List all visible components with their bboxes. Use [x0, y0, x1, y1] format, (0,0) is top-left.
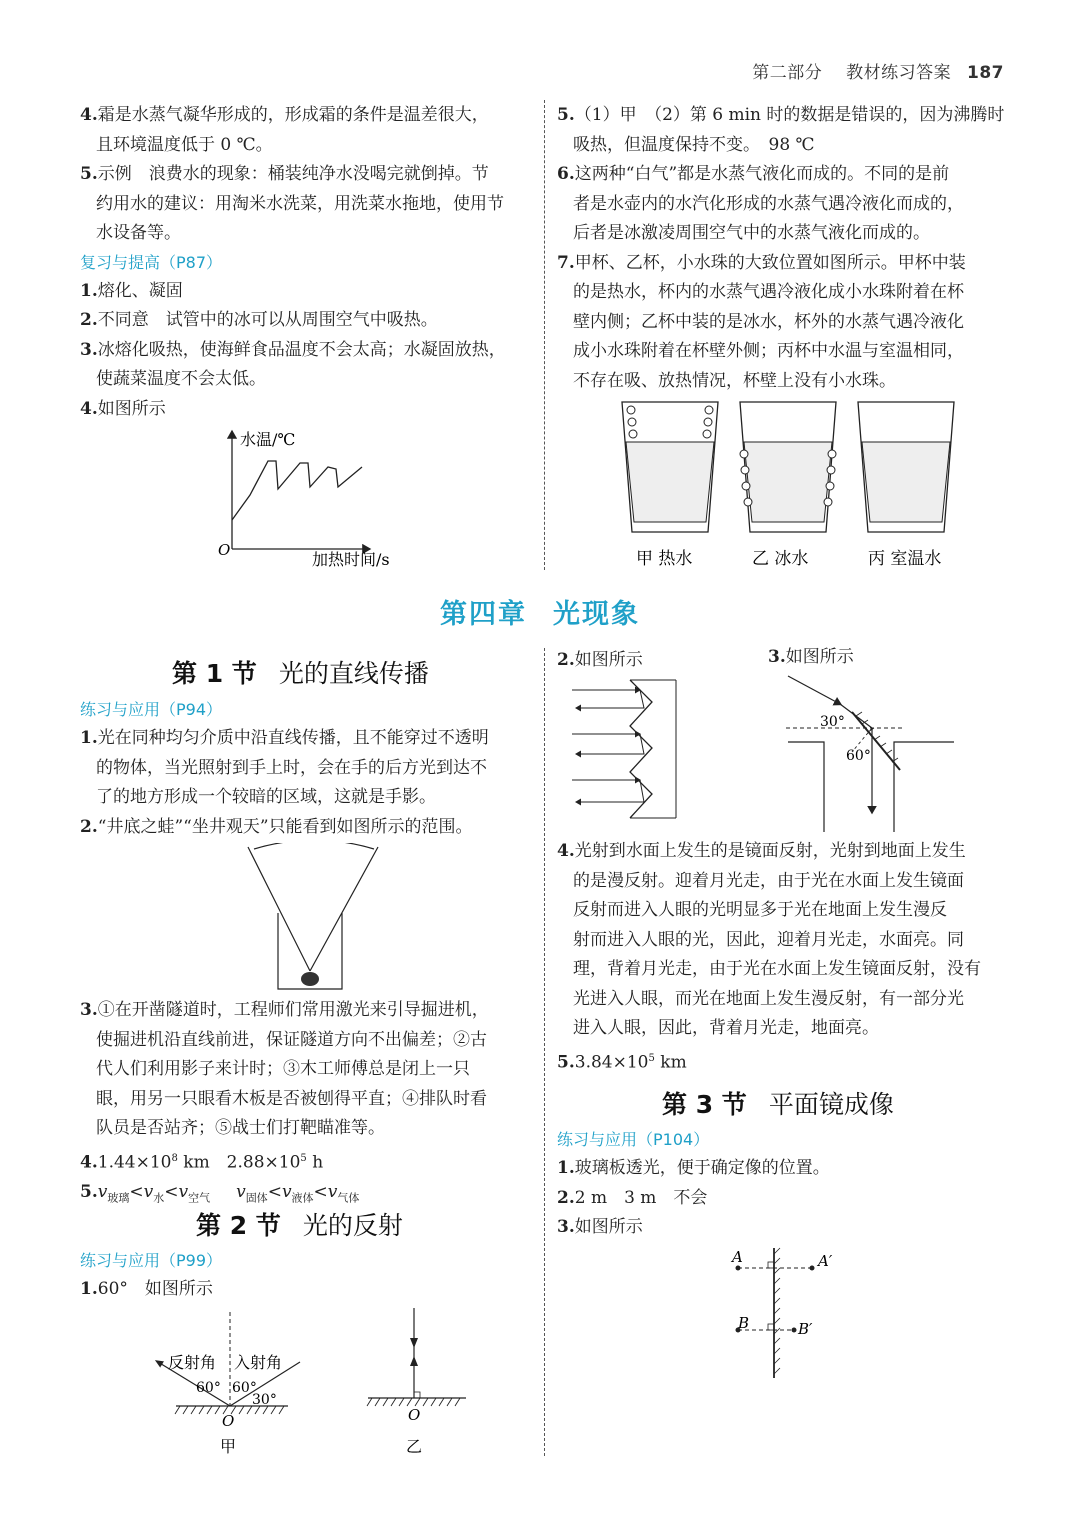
answer-text: 眼，用另一只眼看木板是否被刨得平直；④排队时看 — [96, 1088, 487, 1109]
sight-line-left — [248, 847, 310, 971]
mirror-angle-figure — [782, 672, 962, 834]
subscript: 玻璃 — [107, 1191, 130, 1205]
q-number: 2. — [80, 310, 98, 330]
reflection-figures — [150, 1306, 480, 1458]
answer-text: 60° 如图所示 — [97, 1279, 213, 1299]
answer-text: “井底之蛙”“坐井观天”只能看到如图所示的范围。 — [97, 816, 473, 837]
answer-text: 的物体，当光照射到手上时，会在手的后方光到达不 — [96, 757, 487, 778]
answer-text: 了的地方形成一个较暗的区域，这就是手影。 — [96, 787, 436, 807]
section-number: 第 1 节 — [172, 659, 257, 688]
q-number: 3. — [80, 1000, 98, 1020]
top-right-column — [557, 101, 1007, 396]
answer-text: 这两种“白气”都是水蒸气液化而成的。不同的是前 — [574, 164, 950, 184]
review-heading: 复习与提高（P87） — [80, 252, 223, 272]
frog-well-figure — [238, 843, 390, 993]
section1-body-2 — [80, 996, 532, 1213]
exponent: 5 — [648, 1052, 655, 1064]
q-number: 3. — [768, 647, 786, 667]
point-o: O — [222, 1412, 235, 1430]
subscript: 液体 — [291, 1191, 314, 1205]
answer-text: 示例 浪费水的现象：桶装纯净水没喝完就倒掉。节 — [97, 164, 489, 184]
answer-text: 如图所示 — [785, 647, 854, 667]
angle-label: 60° — [232, 1380, 257, 1396]
point-b-prime: B′ — [798, 1320, 813, 1338]
q-number: 1. — [80, 280, 98, 301]
chapter-name: 光现象 — [553, 599, 640, 630]
section-number: 第 3 节 — [662, 1090, 747, 1119]
q-number: 1. — [80, 728, 98, 748]
practice-heading: 练习与应用（P104） — [557, 1130, 710, 1149]
answer-text: 使蔬菜温度不会太低。 — [96, 369, 266, 389]
right-q2-label — [557, 646, 643, 676]
answer-text: 光射到水面上发生的是镜面反射，光射到地面上发生 — [574, 841, 966, 861]
answer-text: 玻璃板透光，便于确定像的位置。 — [574, 1158, 830, 1178]
angle-label: 60° — [196, 1380, 221, 1396]
exponent: 8 — [171, 1152, 178, 1164]
subscript: 固体 — [245, 1191, 268, 1205]
figure-jia — [158, 1312, 300, 1456]
cup-room-water — [858, 402, 954, 532]
corner-reflector-figure — [568, 678, 684, 828]
answer-text: 如图所示 — [574, 1217, 643, 1237]
q-number: 5. — [80, 1181, 98, 1202]
cups-figure — [610, 398, 970, 576]
top-left-column — [80, 101, 530, 424]
chapter-number: 第四章 — [440, 599, 527, 630]
practice-heading: 练习与应用（P99） — [80, 1251, 223, 1270]
column-divider-top — [544, 100, 545, 570]
answer-text: 的是漫反射。迎着月光走，由于光在水面上发生镜面 — [573, 870, 964, 891]
incident-angle-label: 入射角 — [234, 1353, 283, 1372]
q-number: 5. — [557, 1052, 575, 1073]
graph-origin: O — [218, 541, 231, 559]
q-number: 5. — [557, 105, 575, 125]
cup-ice-water — [740, 402, 836, 532]
section-name: 光的直线传播 — [278, 659, 429, 688]
answer-text: 光进入人眼，而光在地面上发生漫反射，有一部分光 — [573, 988, 964, 1009]
q-number: 4. — [80, 1152, 98, 1173]
sight-line-right — [310, 847, 378, 971]
figure-label: 乙 — [406, 1437, 423, 1456]
water-temp-graph — [210, 425, 440, 573]
answer-text: 理，背着月光走，由于光在水面上发生镜面反射，没有 — [573, 959, 981, 979]
q-number: 4. — [557, 841, 575, 861]
right-q4-q5 — [557, 837, 1007, 1078]
answer-text: 壁内侧；乙杯中装的是冰水，杯外的水蒸气遇冷液化 — [573, 311, 964, 332]
answer-text: 水设备等。 — [96, 223, 181, 243]
section3-body — [557, 1126, 1007, 1243]
q-number: 6. — [557, 164, 575, 184]
q-number: 4. — [80, 398, 98, 419]
answer-text: 且环境温度低于 0 ℃。 — [96, 134, 273, 155]
q-number: 3. — [80, 339, 98, 360]
q-number: 2. — [557, 1187, 575, 1208]
q-number: 7. — [557, 252, 575, 273]
subscript: 空气 — [188, 1191, 211, 1205]
answer-text: 反射而进入人眼的光明显多于光在地面上发生漫反 — [573, 900, 947, 920]
cup-hot-water — [622, 402, 718, 532]
section2-body — [80, 1247, 532, 1305]
answer-text: 代人们利用影子来计时；③木工师傅总是闭上一只 — [96, 1059, 470, 1079]
point-o: O — [408, 1406, 421, 1424]
answer-text: 光在同种均匀介质中沿直线传播，且不能穿过不透明 — [97, 728, 489, 748]
section2-title — [196, 1206, 403, 1242]
section1-title — [172, 654, 429, 690]
sky-arc — [254, 843, 374, 849]
point-a-prime: A′ — [818, 1252, 833, 1270]
v-symbol: v — [97, 1181, 108, 1202]
q-number: 2. — [557, 650, 575, 670]
reflect-angle-label: 反射角 — [168, 1353, 217, 1372]
figure-yi — [367, 1308, 466, 1456]
section-name: 光的反射 — [302, 1211, 403, 1240]
answer-text: 约用水的建议：用淘米水洗菜，用洗菜水拖地，使用节 — [96, 193, 504, 214]
v-symbol: v — [236, 1181, 246, 1202]
frog-icon — [301, 972, 319, 986]
cup-label-ice: 乙 冰水 — [752, 549, 809, 569]
q-number: 1. — [80, 1279, 98, 1299]
chapter-title — [0, 592, 1080, 631]
q-number: 3. — [557, 1217, 575, 1237]
header-part: 第二部分 — [752, 63, 823, 83]
answer-text: ①在开凿隧道时，工程师们常用激光来引导掘进机， — [97, 1000, 489, 1020]
section1-body — [80, 696, 532, 842]
plane-mirror-figure — [724, 1244, 848, 1382]
exponent: 5 — [300, 1152, 307, 1164]
answer-text: 的是热水，杯内的水蒸气遇冷液化成小水珠附着在杯 — [573, 282, 964, 302]
answer-text: 冰熔化吸热，使海鲜食品温度不会太高；水凝固放热， — [97, 339, 506, 360]
answer-text: 1.44×10 — [97, 1152, 172, 1173]
less-than: < — [164, 1181, 179, 1202]
graph-x-label: 加热时间/s — [312, 550, 390, 569]
v-symbol: v — [281, 1181, 292, 1202]
v-symbol: v — [178, 1181, 189, 1202]
answer-text: 熔化、凝固 — [97, 280, 183, 301]
answer-text: 不存在吸、放热情况，杯壁上没有小水珠。 — [573, 370, 896, 391]
q-number: 5. — [80, 164, 98, 184]
answer-text: h — [306, 1152, 324, 1173]
answer-text: （1）甲 （2）第 6 min 时的数据是错误的，因为沸腾时 — [574, 105, 1005, 125]
column-divider-bottom — [544, 648, 545, 1456]
angle-label: 30° — [820, 714, 845, 730]
answer-text: 甲杯、乙杯，小水珠的大致位置如图所示。甲杯中装 — [574, 252, 966, 273]
angle-label: 30° — [252, 1392, 277, 1408]
header-section: 教材练习答案 — [846, 63, 952, 83]
less-than: < — [267, 1181, 282, 1202]
v-symbol: v — [327, 1181, 338, 1202]
answer-text: 吸热，但温度保持不变。 98 ℃ — [573, 134, 815, 155]
graph-y-label: 水温/℃ — [240, 430, 296, 449]
subscript: 气体 — [337, 1191, 360, 1205]
answer-text: 者是水壶内的水汽化形成的水蒸气遇冷液化而成的， — [573, 193, 964, 214]
answer-text: 霜是水蒸气凝华形成的，形成霜的条件是温差很大， — [97, 105, 489, 125]
answer-text: 进入人眼，因此，背着月光走，地面亮。 — [573, 1018, 879, 1038]
answer-text: 队员是否站齐；⑤战士们打靶瞄准等。 — [96, 1118, 385, 1138]
answer-text: 后者是冰激凌周围空气中的水蒸气液化而成的。 — [573, 223, 930, 243]
answer-text: 不同意 试管中的冰可以从周围空气中吸热。 — [97, 310, 438, 330]
angle-label: 60° — [846, 748, 871, 764]
temp-curve — [232, 461, 362, 520]
less-than: < — [129, 1181, 144, 1202]
section-name: 平面镜成像 — [768, 1090, 894, 1119]
point-b: B — [738, 1314, 750, 1332]
section3-title — [662, 1085, 894, 1121]
q-number: 2. — [80, 816, 98, 837]
page-number: 187 — [967, 63, 1004, 83]
answer-text: 如图所示 — [97, 398, 166, 419]
section-number: 第 2 节 — [196, 1211, 281, 1240]
answer-text: 3.84×10 — [574, 1052, 649, 1073]
answer-text: 成小水珠附着在杯壁外侧；丙杯中水温与室温相同， — [573, 341, 964, 361]
cup-label-hot: 甲 热水 — [636, 549, 693, 569]
less-than: < — [313, 1181, 328, 1202]
v-symbol: v — [143, 1181, 154, 1202]
answer-text: 2 m 3 m 不会 — [574, 1187, 708, 1208]
answer-text: km — [654, 1052, 687, 1073]
q-number: 1. — [557, 1158, 575, 1178]
cup-label-room: 丙 室温水 — [868, 549, 942, 569]
answer-text: 使掘进机沿直线前进，保证隧道方向不出偏差；②古 — [96, 1029, 487, 1050]
right-q3-label — [768, 643, 854, 673]
practice-heading: 练习与应用（P94） — [80, 700, 223, 719]
page-header — [752, 58, 1004, 83]
figure-label: 甲 — [220, 1437, 237, 1456]
answer-text: 如图所示 — [574, 650, 643, 670]
point-a: A — [732, 1248, 743, 1266]
subscript: 水 — [153, 1191, 165, 1205]
answer-text: km 2.88×10 — [177, 1152, 301, 1173]
q-number: 4. — [80, 105, 98, 125]
answer-text: 射而进入人眼的光，因此，迎着月光走，水面亮。同 — [573, 929, 964, 950]
